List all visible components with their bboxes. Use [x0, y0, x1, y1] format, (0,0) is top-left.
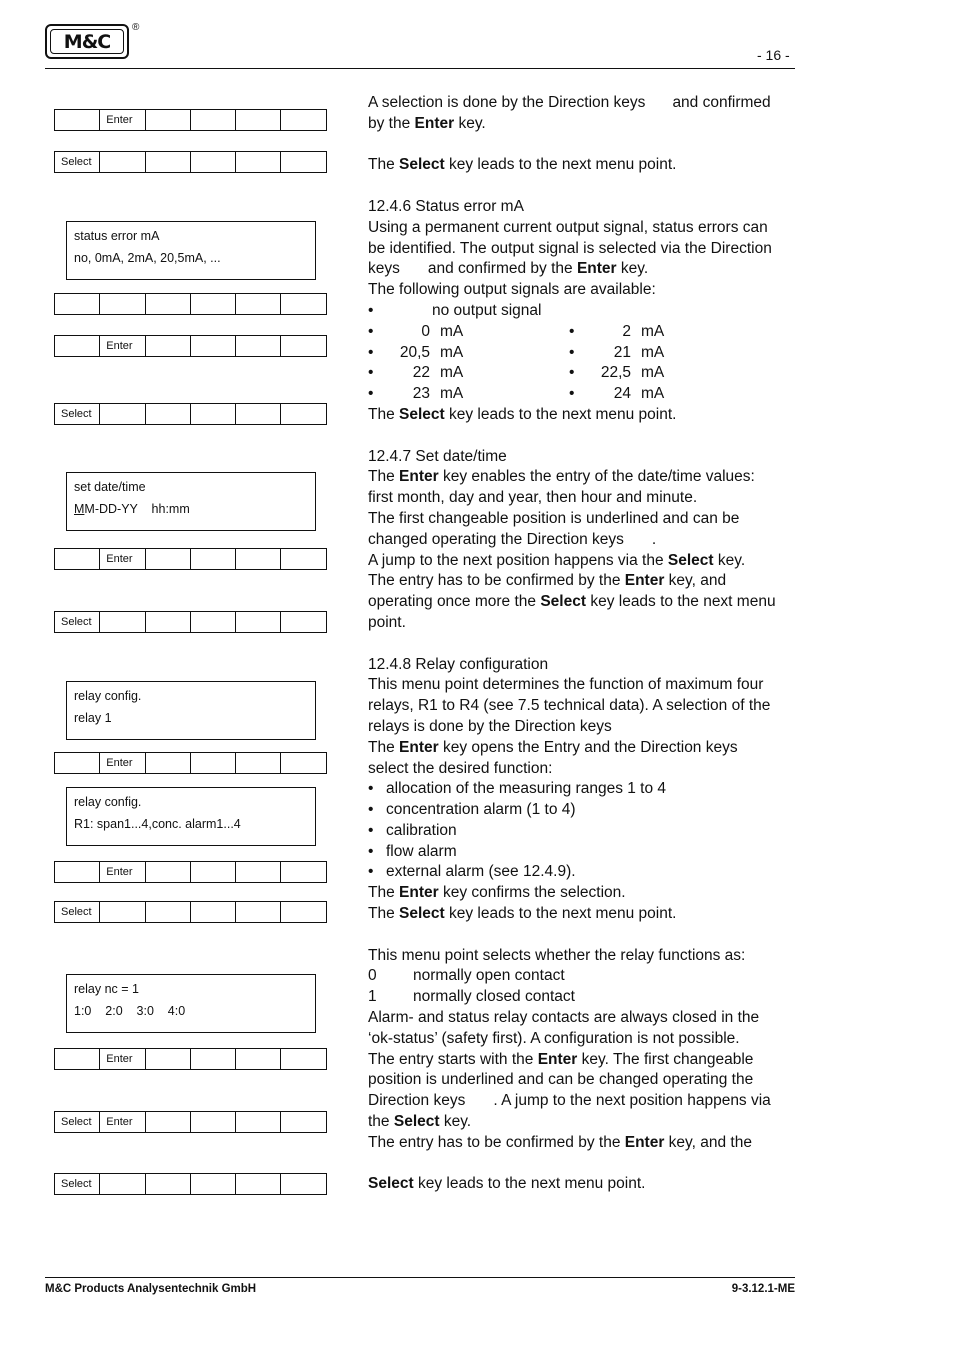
option-unit: mA [641, 322, 665, 340]
key-blank [55, 548, 100, 570]
bullet: • [569, 364, 575, 382]
option-value: 22 [412, 364, 430, 382]
bullet: • [368, 322, 374, 340]
display-line-2 [74, 501, 308, 517]
enter-keyword: Enter [399, 884, 439, 902]
select-key: Select [55, 901, 100, 923]
key-row-select [54, 403, 327, 425]
paragraph: The first changeable position is underlined and can be [368, 509, 740, 527]
text-span: operating once more the [368, 593, 541, 611]
key-blank [236, 1173, 281, 1195]
date-time-format: M-DD-YY hh:mm [84, 502, 190, 516]
key-row-select [54, 151, 327, 173]
key-blank [146, 752, 191, 774]
key-row-enter [54, 109, 327, 131]
paragraph [368, 155, 798, 176]
page-number: - 16 - [757, 47, 790, 63]
key-blank [236, 335, 281, 357]
bullet: • [569, 343, 575, 361]
enter-key: Enter [100, 1048, 145, 1070]
text-span: key. [439, 1113, 472, 1131]
key-blank [236, 861, 281, 883]
text-span: key, and the [664, 1133, 752, 1151]
display-line-1: relay nc = 1 [74, 982, 139, 996]
key-blank [55, 752, 100, 774]
option-unit: mA [440, 343, 464, 361]
key-blank [281, 752, 326, 774]
display-line-2: 1:0 2:0 3:0 4:0 [74, 1004, 186, 1018]
text-span: key. [713, 551, 746, 569]
text-span: changed operating the Direction keys [368, 530, 624, 548]
enter-key: Enter [100, 335, 145, 357]
key-blank [281, 335, 326, 357]
enter-key: Enter [100, 861, 145, 883]
display-status-error [66, 221, 316, 280]
select-key: Select [55, 611, 100, 633]
enter-key: Enter [100, 752, 145, 774]
option-value: 20,5 [399, 343, 430, 361]
paragraph [368, 114, 798, 135]
key-blank [191, 548, 236, 570]
option-value: 23 [412, 385, 430, 403]
text-span: A selection is done by the Direction keys [368, 94, 646, 111]
option-value: 24 [613, 385, 631, 403]
key-blank [146, 548, 191, 570]
company-logo [45, 24, 129, 59]
display-line-1: relay config. [74, 689, 142, 703]
function-item: external alarm (see 12.4.9). [386, 863, 576, 881]
paragraph: Alarm- and status relay contacts are always closed in the [368, 1009, 760, 1027]
key-blank [191, 752, 236, 774]
contact-option [368, 987, 798, 1008]
key-blank [100, 403, 145, 425]
bullet: • [368, 863, 374, 881]
function-item: calibration [386, 821, 457, 839]
bullet: • [368, 385, 374, 403]
key-blank [55, 861, 100, 883]
key-blank [236, 611, 281, 633]
key-blank [55, 1048, 100, 1070]
text-span: and confirmed [672, 94, 771, 111]
paragraph: Using a permanent current output signal, status errors can [368, 218, 768, 236]
key-blank [236, 293, 281, 315]
key-blank [100, 151, 145, 173]
paragraph: point. [368, 613, 406, 631]
key-blank [281, 901, 326, 923]
paragraph [368, 405, 798, 426]
key-blank [146, 861, 191, 883]
bullet: • [368, 301, 374, 319]
key-blank [146, 1173, 191, 1195]
paragraph: ‘ok-status’ (safety first). A configuration is not possible. [368, 1029, 740, 1047]
text-span: key confirms the selection. [438, 884, 626, 902]
bullet: • [368, 780, 374, 798]
key-blank [191, 611, 236, 633]
select-keyword: Select [399, 905, 445, 923]
option-unit: mA [641, 385, 665, 403]
key-blank [281, 611, 326, 633]
bullet: • [569, 385, 575, 403]
bullet: • [368, 842, 374, 860]
select-key: Select [55, 1111, 100, 1133]
header-rule [45, 68, 795, 69]
display-line-1: status error mA [74, 229, 160, 243]
option-unit: mA [641, 343, 665, 361]
paragraph [368, 259, 798, 280]
list-item [368, 301, 798, 322]
footer-rule [45, 1277, 795, 1278]
section-title-1247: 12.4.7 Set date/time [368, 447, 507, 465]
key-blank [191, 109, 236, 131]
select-keyword: Select [399, 156, 445, 174]
text-span: key leads to the next menu point. [444, 156, 677, 174]
enter-keyword: Enter [576, 260, 617, 278]
key-blank [146, 1111, 191, 1133]
paragraph: This menu point selects whether the relay functions as: [368, 946, 746, 964]
key-row-enter [54, 861, 327, 883]
text-span: The entry has to be confirmed by the [368, 1133, 625, 1151]
list-item [368, 821, 798, 842]
paragraph: relays, R1 to R4 (see 7.5 technical data). A selection of the [368, 697, 771, 715]
key-blank [281, 151, 326, 173]
text-span: The [368, 738, 400, 756]
text-span: The [368, 905, 400, 923]
option-row [368, 384, 798, 405]
option-unit: mA [440, 322, 464, 340]
key-row-enter [54, 335, 327, 357]
select-key: Select [55, 403, 100, 425]
option-row [368, 343, 798, 364]
key-blank [100, 293, 145, 315]
text-span: key, and [664, 572, 727, 590]
key-row-select [54, 611, 327, 633]
option-unit: mA [440, 385, 464, 403]
paragraph: select the desired function: [368, 759, 553, 777]
enter-keyword: Enter [537, 1050, 578, 1068]
key-blank [281, 1173, 326, 1195]
contact-label: normally open contact [413, 967, 565, 985]
select-key: Select [55, 1173, 100, 1195]
function-item: concentration alarm (1 to 4) [386, 801, 576, 819]
display-line-1: set date/time [74, 480, 146, 494]
key-blank [281, 293, 326, 315]
key-blank [236, 1048, 281, 1070]
list-item [368, 862, 798, 883]
paragraph: position is underlined and can be changed operating the [368, 1071, 754, 1089]
text-span: key leads to the next menu point. [444, 405, 677, 423]
enter-keyword: Enter [399, 738, 439, 756]
key-row-select [54, 1173, 327, 1195]
key-blank [236, 151, 281, 173]
text-span: key. [616, 260, 649, 278]
select-keyword: Select [399, 405, 445, 423]
text-span: the [368, 1113, 394, 1131]
key-blank [146, 335, 191, 357]
key-blank [236, 109, 281, 131]
display-line-2: R1: span1...4,conc. alarm1...4 [74, 817, 241, 831]
text-span: key leads to the next menu [586, 593, 776, 611]
display-date-time [66, 472, 316, 531]
contact-value: 0 [368, 967, 377, 985]
footer-doc-code: 9-3.12.1-ME [731, 1283, 795, 1295]
enter-keyword: Enter [624, 1133, 665, 1151]
option-unit: mA [641, 364, 665, 382]
contact-option [368, 966, 798, 987]
key-blank [281, 861, 326, 883]
key-row-enter [54, 752, 327, 774]
paragraph [368, 738, 798, 759]
display-line-2: relay 1 [74, 711, 112, 725]
key-blank [236, 901, 281, 923]
logo-text: M&C [50, 29, 124, 54]
paragraph [368, 883, 798, 904]
text-span: key leads to the next menu point. [413, 1175, 646, 1193]
key-blank [146, 901, 191, 923]
select-keyword: Select [667, 551, 714, 569]
key-blank [191, 293, 236, 315]
bullet: • [368, 821, 374, 839]
enter-key: Enter [100, 548, 145, 570]
key-blank [55, 335, 100, 357]
key-row-select-enter [54, 1111, 327, 1133]
enter-keyword: Enter [399, 468, 439, 486]
text-span: and confirmed by the [427, 260, 577, 278]
footer-company: M&C Products Analysentechnik GmbH [45, 1283, 257, 1295]
paragraph [368, 904, 798, 925]
key-blank [55, 293, 100, 315]
list-item [368, 842, 798, 863]
text-span: by the [368, 114, 415, 132]
key-row-enter [54, 548, 327, 570]
text-span: Direction keys [368, 1092, 466, 1110]
section-title-1248: 12.4.8 Relay configuration [368, 655, 549, 673]
bullet: • [368, 801, 374, 819]
key-blank [146, 1048, 191, 1070]
text-span: A jump to the next position happens via the [368, 551, 668, 569]
key-blank [236, 548, 281, 570]
key-blank [146, 611, 191, 633]
paragraph [368, 93, 798, 114]
key-blank [236, 1111, 281, 1133]
key-blank [281, 1048, 326, 1070]
option-unit: mA [440, 364, 464, 382]
key-row-blank [54, 293, 327, 315]
text-span: The entry starts with the [368, 1050, 538, 1068]
key-blank [191, 1173, 236, 1195]
display-relay-config-function [66, 787, 316, 846]
display-relay-nc [66, 974, 316, 1033]
enter-key: Enter [100, 109, 145, 131]
paragraph [368, 467, 798, 488]
enter-keyword: Enter [624, 572, 665, 590]
key-blank [146, 109, 191, 131]
function-item: allocation of the measuring ranges 1 to 4 [386, 780, 667, 798]
paragraph [368, 551, 798, 572]
paragraph: This menu point determines the function of maximum four [368, 676, 764, 694]
select-keyword: Select [368, 1175, 414, 1193]
key-blank [191, 861, 236, 883]
registered-mark: ® [132, 22, 140, 33]
function-item: flow alarm [386, 842, 457, 860]
text-span: . [651, 530, 657, 548]
cursor-position: M [74, 502, 85, 516]
key-blank [236, 752, 281, 774]
key-blank [191, 151, 236, 173]
paragraph [368, 1174, 798, 1195]
contact-value: 1 [368, 988, 377, 1006]
text-span: The [368, 468, 400, 486]
display-line-1: relay config. [74, 795, 142, 809]
paragraph: be identified. The output signal is selected via the Direction [368, 239, 772, 257]
text-span: key enables the entry of the date/time values: [438, 468, 755, 486]
key-blank [281, 403, 326, 425]
text-span: The entry has to be confirmed by the [368, 572, 625, 590]
text-span: The [368, 405, 400, 423]
key-blank [146, 403, 191, 425]
option-value: 2 [622, 322, 631, 340]
key-row-select [54, 901, 327, 923]
bullet: • [368, 364, 374, 382]
key-blank [281, 1111, 326, 1133]
select-keyword: Select [540, 593, 587, 611]
key-blank [191, 403, 236, 425]
key-blank [236, 403, 281, 425]
paragraph [368, 1050, 798, 1071]
key-blank [100, 901, 145, 923]
bullet: • [569, 322, 575, 340]
option-row [368, 322, 798, 343]
paragraph [368, 1133, 798, 1154]
enter-key: Enter [100, 1111, 145, 1133]
select-keyword: Select [393, 1113, 440, 1131]
text-span: key leads to the next menu point. [444, 905, 677, 923]
key-blank [191, 1048, 236, 1070]
key-blank [146, 151, 191, 173]
paragraph: The following output signals are available: [368, 281, 656, 299]
enter-keyword: Enter [414, 114, 455, 132]
text-span: key opens the Entry and the Direction keys [438, 738, 738, 756]
paragraph [368, 530, 798, 551]
key-blank [191, 1111, 236, 1133]
paragraph [368, 1112, 798, 1133]
display-line-2: no, 0mA, 2mA, 20,5mA, ... [74, 251, 221, 265]
key-blank [281, 109, 326, 131]
key-blank [281, 548, 326, 570]
key-blank [191, 901, 236, 923]
paragraph [368, 1091, 798, 1112]
text-span: key. The first changeable [577, 1050, 754, 1068]
option-row [368, 363, 798, 384]
key-blank [100, 611, 145, 633]
text-span: key. [454, 114, 486, 132]
paragraph [368, 592, 798, 613]
paragraph [368, 571, 798, 592]
key-blank [100, 1173, 145, 1195]
paragraph: relays is done by the Direction keys [368, 717, 612, 735]
option-label: no output signal [432, 301, 542, 319]
contact-label: normally closed contact [413, 988, 575, 1006]
key-row-enter [54, 1048, 327, 1070]
option-value: 0 [421, 322, 430, 340]
paragraph: first month, day and year, then hour and minute. [368, 489, 698, 507]
text-span: keys [368, 260, 400, 278]
text-span: . A jump to the next position happens via [493, 1092, 771, 1110]
key-blank [146, 293, 191, 315]
select-key: Select [55, 151, 100, 173]
list-item [368, 779, 798, 800]
key-blank [191, 335, 236, 357]
body-text [368, 93, 798, 1195]
bullet: • [368, 343, 374, 361]
display-relay-config [66, 681, 316, 740]
text-span: The [368, 156, 400, 174]
section-title-1246: 12.4.6 Status error mA [368, 197, 524, 215]
list-item [368, 800, 798, 821]
text-span: The [368, 884, 400, 902]
key-blank [55, 109, 100, 131]
option-value: 22,5 [600, 364, 631, 382]
option-value: 21 [613, 343, 631, 361]
